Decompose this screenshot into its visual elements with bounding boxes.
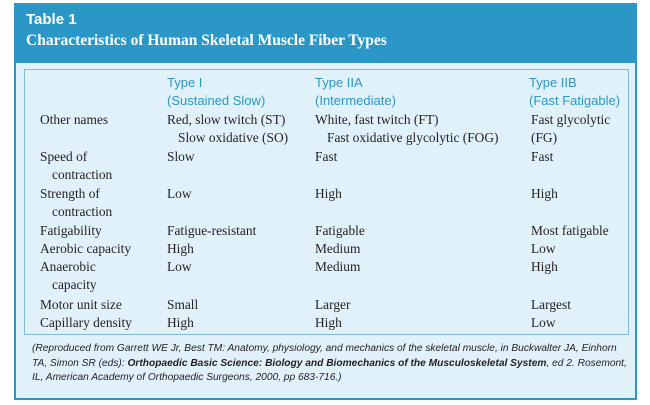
cell-type-iib-capillary: Low	[531, 315, 556, 330]
cell-type-iia-aerobic: Medium	[315, 241, 361, 256]
column-header-type-iia: Type IIA (Intermediate)	[315, 75, 396, 109]
row-label-motor-unit-size: Motor unit size	[40, 297, 122, 312]
cell-type-i-other-names: Red, slow twitch (ST) Slow oxidative (SO)	[167, 112, 289, 146]
cell-type-iib-strength: High	[531, 186, 558, 201]
cell-type-iia-fatigability: Fatigable	[315, 223, 365, 238]
cell-type-i-aerobic: High	[167, 241, 194, 256]
table-body	[24, 69, 629, 335]
source-citation	[32, 342, 632, 386]
row-label-anaerobic-capacity: Anaerobic capacity	[40, 259, 97, 293]
row-label-strength-of-contraction: Strength of contraction	[40, 186, 113, 220]
cell-type-i-capillary: High	[167, 315, 194, 330]
row-label-speed-of-contraction: Speed of contraction	[40, 149, 113, 183]
row-label-other-names: Other names	[40, 112, 109, 127]
table-header	[16, 5, 635, 63]
table-title: Characteristics of Human Skeletal Muscle Fiber Types	[26, 32, 387, 49]
cell-type-iib-anaerobic: High	[531, 259, 558, 274]
column-header-type-iib: Type IIB (Fast Fatigable)	[529, 75, 621, 109]
cell-type-iia-motor-unit: Larger	[315, 297, 351, 312]
row-label-aerobic-capacity: Aerobic capacity	[40, 241, 132, 256]
cell-type-iib-aerobic: Low	[531, 241, 556, 256]
citation-text-part1: (Reproduced from Garrett WE Jr, Best TM: Anatomy, physiology, and mechanics of the skeletal muscle, in Buckwalter JA, Einhorn TA, Simon SR (eds):	[32, 343, 617, 369]
cell-type-i-speed: Slow	[167, 149, 195, 164]
cell-type-iib-motor-unit: Largest	[531, 297, 571, 312]
row-label-capillary-density: Capillary density	[40, 315, 132, 330]
cell-type-i-strength: Low	[167, 186, 192, 201]
cell-type-i-anaerobic: Low	[167, 259, 192, 274]
table-label: Table 1	[26, 11, 77, 28]
cell-type-iia-other-names: White, fast twitch (FT) Fast oxidative glycolytic (FOG)	[315, 112, 499, 146]
table-frame	[14, 3, 637, 400]
cell-type-iia-anaerobic: Medium	[315, 259, 361, 274]
citation-book-title: Orthopaedic Basic Science: Biology and Biomechanics of the Musculoskeletal System	[127, 357, 547, 369]
cell-type-i-fatigability: Fatigue-resistant	[167, 223, 257, 238]
cell-type-iib-fatigability: Most fatigable	[531, 223, 609, 238]
row-label-fatigability: Fatigability	[40, 223, 102, 238]
cell-type-iia-strength: High	[315, 186, 342, 201]
cell-type-iia-capillary: High	[315, 315, 342, 330]
cell-type-iib-other-names: Fast glycolytic (FG)	[531, 112, 611, 146]
cell-type-i-motor-unit: Small	[167, 297, 199, 312]
cell-type-iia-speed: Fast	[315, 149, 338, 164]
cell-type-iib-speed: Fast	[531, 149, 554, 164]
column-header-type-i: Type I (Sustained Slow)	[167, 75, 266, 109]
citation-text-part2: , ed 2. Rosemont, IL, American Academy of Orthopaedic Surgeons, 2000, pp 683-716.)	[32, 357, 627, 383]
